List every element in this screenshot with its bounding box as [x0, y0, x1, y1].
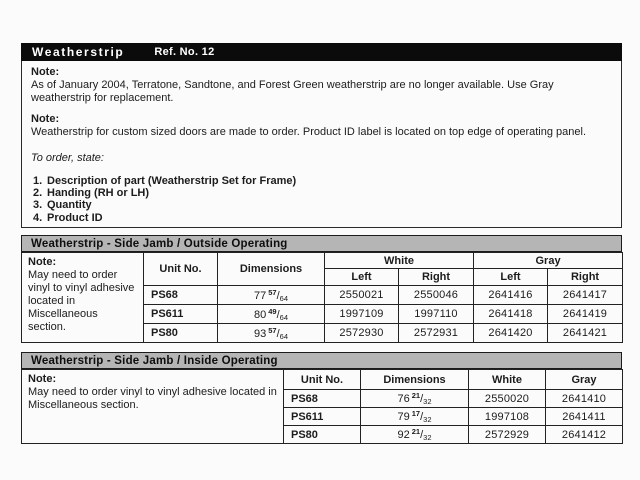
dimension-whole: 92	[397, 429, 410, 441]
fraction-slash: /	[276, 308, 280, 321]
part-number-cell: 1997110	[399, 305, 474, 324]
section-title: Weatherstrip - Side Jamb / Outside Operating	[31, 237, 288, 250]
dimensions-cell	[361, 426, 469, 444]
list-item-number: 2.	[33, 187, 43, 200]
list-item-text: Product ID	[47, 211, 103, 224]
part-number-cell: 2550046	[399, 286, 474, 305]
outside-operating-table	[21, 252, 623, 343]
table-header-row	[22, 253, 623, 269]
part-number-cell: 2641421	[548, 324, 623, 343]
reference-number: Ref. No. 12	[154, 46, 215, 58]
unit-no-cell: PS68	[144, 286, 218, 305]
column-header-unit: Unit No.	[284, 370, 361, 390]
dimension-whole: 80	[254, 308, 267, 321]
part-number-cell: 1997109	[325, 305, 399, 324]
list-item-number: 4.	[33, 211, 43, 224]
part-number-cell: 2572929	[469, 426, 546, 444]
list-item	[31, 212, 612, 224]
unit-no-cell: PS80	[284, 426, 361, 444]
note-text: As of January 2004, Terratone, Sandtone, and Forest Green weatherstrip are no longer available. Use Gray weatherstrip for replacement.	[31, 79, 554, 104]
part-number-cell: 1997108	[469, 408, 546, 426]
part-number-cell: 2572930	[325, 324, 399, 343]
column-header-gray-left: Left	[474, 269, 548, 286]
dimension-whole: 76	[397, 393, 410, 405]
order-instructions-list	[31, 175, 612, 224]
list-item	[31, 175, 612, 187]
note-label: Note:	[31, 113, 60, 125]
part-number-cell: 2641419	[548, 305, 623, 324]
fraction-slash: /	[276, 327, 280, 340]
custom-size-note	[31, 113, 612, 139]
unit-no-cell: PS80	[144, 324, 218, 343]
table-header-row	[22, 370, 623, 390]
dimension-whole: 79	[397, 411, 410, 423]
note-text: May need to order vinyl to vinyl adhesive located in Miscellaneous section.	[28, 269, 135, 333]
part-number-cell: 2572931	[399, 324, 474, 343]
fraction-slash: /	[420, 411, 424, 423]
fraction-denominator: 32	[423, 433, 432, 442]
list-item-text: Handing (RH or LH)	[47, 187, 150, 200]
part-number-cell: 2641412	[546, 426, 623, 444]
note-label: Note:	[28, 373, 57, 385]
table-note-cell	[22, 253, 144, 343]
dimensions-cell	[218, 324, 325, 343]
part-number-cell: 2641418	[474, 305, 548, 324]
part-number-cell: 2641420	[474, 324, 548, 343]
column-group-gray: Gray	[474, 253, 623, 269]
list-item-text: Description of part (Weatherstrip Set for Frame)	[47, 175, 297, 187]
fraction-denominator: 64	[279, 312, 288, 322]
unit-no-cell: PS611	[144, 305, 218, 324]
fraction-denominator: 64	[279, 293, 288, 303]
column-header-white-right: Right	[399, 269, 474, 286]
list-item	[31, 187, 612, 199]
document-title-bar	[21, 43, 622, 61]
note-text: Weatherstrip for custom sized doors are made to order. Product ID label is located on top edge of operating panel.	[31, 126, 587, 138]
note-label: Note:	[31, 66, 60, 78]
fraction-denominator: 64	[279, 331, 288, 341]
list-item	[31, 199, 612, 211]
fraction-denominator: 32	[423, 415, 432, 424]
fraction-numerator: 49	[268, 306, 277, 316]
availability-note	[31, 66, 612, 105]
intro-notes-box	[21, 61, 622, 228]
part-number-cell: 2550020	[469, 390, 546, 408]
page-title: Weatherstrip	[32, 45, 125, 59]
column-header-gray: Gray	[546, 370, 623, 390]
note-label: Note:	[28, 256, 57, 268]
column-group-white: White	[325, 253, 474, 269]
fraction-numerator: 17	[411, 409, 421, 418]
order-instructions-heading: To order, state:	[31, 152, 104, 164]
section-title: Weatherstrip - Side Jamb / Inside Operating	[31, 354, 278, 367]
dimensions-cell	[218, 305, 325, 324]
part-number-cell: 2641411	[546, 408, 623, 426]
fraction-slash: /	[420, 429, 424, 441]
list-item-text: Quantity	[47, 199, 92, 212]
fraction-numerator: 21	[411, 427, 421, 436]
part-number-cell: 2641417	[548, 286, 623, 305]
list-item-number: 1.	[33, 175, 43, 187]
dimensions-cell	[361, 408, 469, 426]
catalog-page	[21, 43, 622, 444]
column-header-dimensions: Dimensions	[361, 370, 469, 390]
column-header-dimensions: Dimensions	[218, 253, 325, 286]
fraction-slash: /	[420, 393, 424, 405]
part-number-cell: 2641416	[474, 286, 548, 305]
unit-no-cell: PS611	[284, 408, 361, 426]
list-item-number: 3.	[33, 199, 43, 212]
unit-no-cell: PS68	[284, 390, 361, 408]
column-header-gray-right: Right	[548, 269, 623, 286]
section-header-inside-operating	[21, 352, 622, 369]
column-header-unit: Unit No.	[144, 253, 218, 286]
dimensions-cell	[361, 390, 469, 408]
dimensions-cell	[218, 286, 325, 305]
dimension-whole: 77	[254, 289, 267, 302]
fraction-slash: /	[276, 289, 280, 302]
column-header-white-left: Left	[325, 269, 399, 286]
dimension-whole: 93	[254, 327, 267, 340]
fraction-numerator: 21	[411, 391, 421, 400]
note-text: May need to order vinyl to vinyl adhesive located in Miscellaneous section.	[28, 386, 277, 411]
inside-operating-table	[21, 369, 623, 444]
part-number-cell: 2550021	[325, 286, 399, 305]
part-number-cell: 2641410	[546, 390, 623, 408]
fraction-denominator: 32	[423, 397, 432, 406]
fraction-numerator: 57	[268, 287, 277, 297]
table-note-cell	[22, 370, 284, 444]
column-header-white: White	[469, 370, 546, 390]
fraction-numerator: 57	[268, 325, 277, 335]
section-header-outside-operating	[21, 235, 622, 252]
